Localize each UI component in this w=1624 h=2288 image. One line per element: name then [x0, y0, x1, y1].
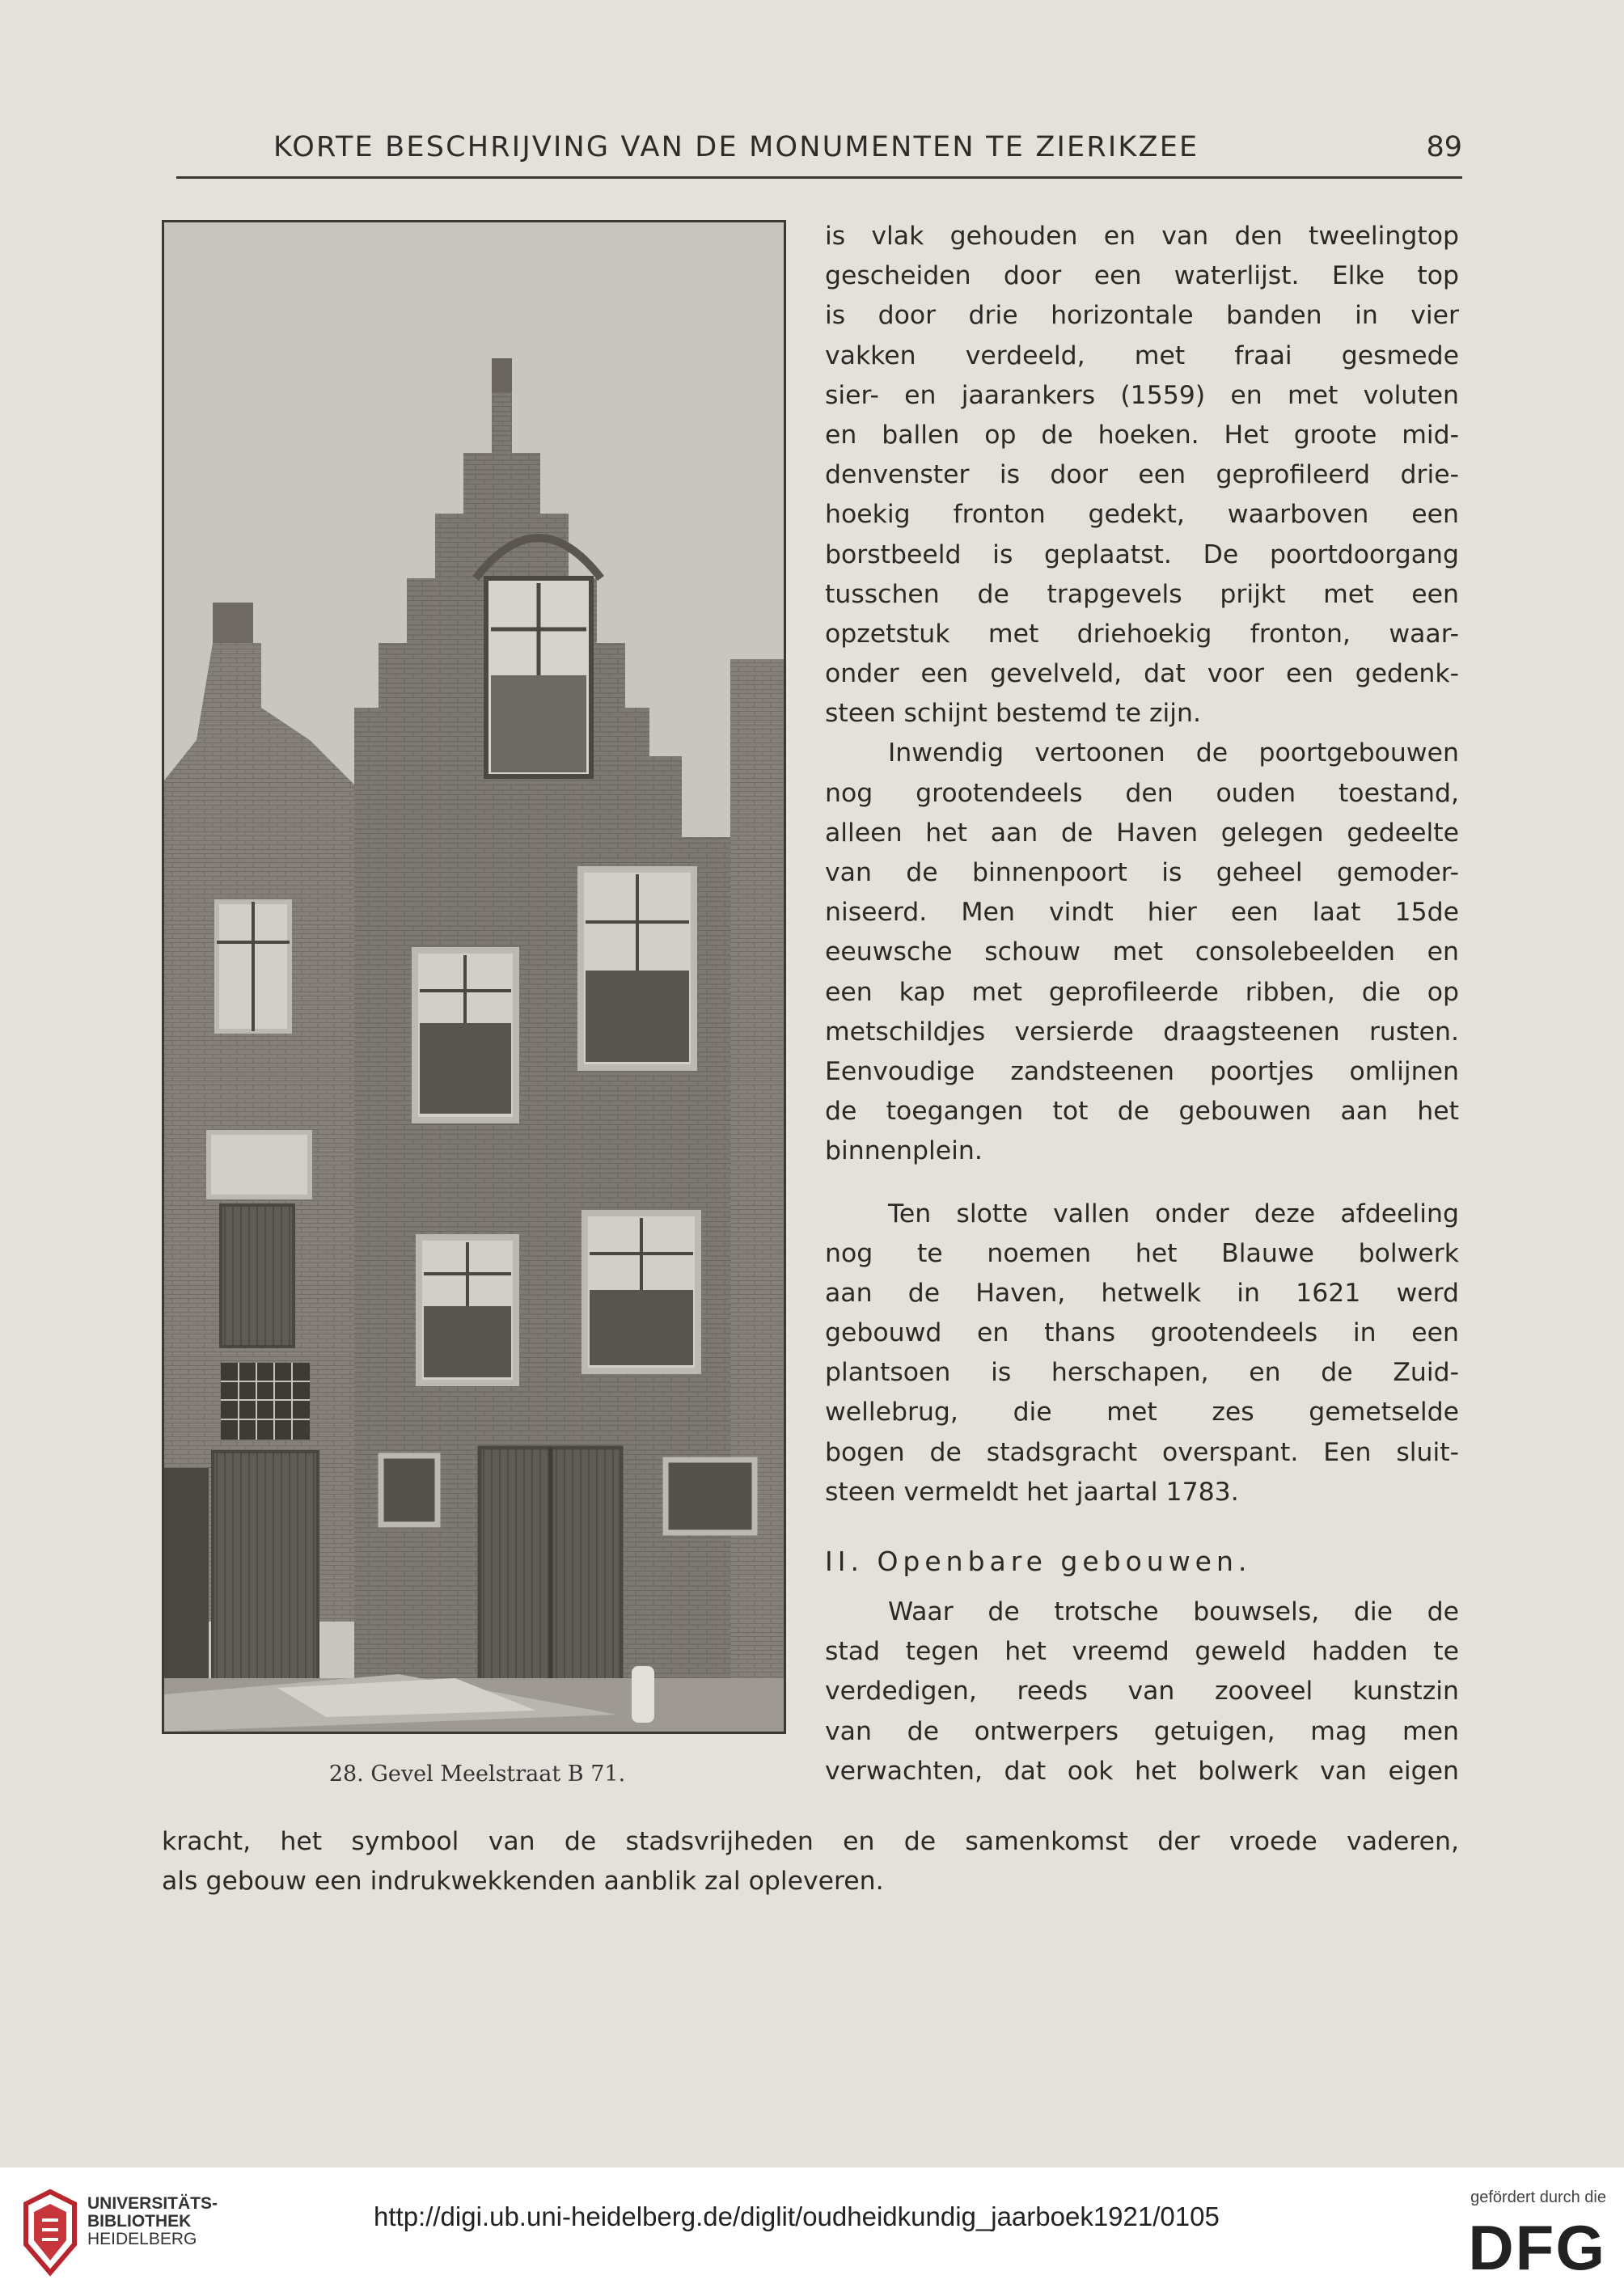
running-head	[176, 128, 1462, 179]
library-name-line: HEIDELBERG	[87, 2230, 197, 2248]
dfg-logo: DFG	[1468, 2212, 1606, 2283]
text-line: alleen het aan de Haven gelegen gedeelte	[825, 818, 1459, 848]
text-line: van de binnenpoort is geheel gemoder-	[825, 858, 1459, 887]
permalink-url[interactable]: http://digi.ub.uni-heidelberg.de/diglit/oudheidkundig_jaarboek1921/0105	[374, 2201, 1220, 2231]
figure-photo-gevel	[162, 220, 786, 1734]
photo-facade-illustration	[164, 222, 784, 1732]
text-line: binnenplein.	[825, 1136, 983, 1166]
library-name	[87, 2195, 218, 2248]
text-line: wellebrug, die met zes gemetselde	[825, 1398, 1459, 1427]
text-line: kracht, het symbool van de stadsvrijheden en de samenkomst der vroede vaderen,	[162, 1827, 1459, 1856]
text-line: is door drie horizontale banden in vier	[825, 301, 1459, 331]
text-line: tusschen de trapgevels prijkt met een	[825, 579, 1459, 609]
text-line: gescheiden door een waterlijst. Elke top	[825, 261, 1459, 291]
page-number: 89	[1426, 131, 1462, 163]
text-line: sier- en jaarankers (1559) en met voluten	[825, 380, 1459, 410]
text-line: de toegangen tot de gebouwen aan het	[825, 1097, 1459, 1127]
text-column	[825, 217, 1459, 1791]
text-line: een kap met geprofileerde ribben, die op	[825, 977, 1459, 1007]
text-line: eeuwsche schouw met consolebeelden en	[825, 937, 1459, 967]
section-heading: II. Openbare gebouwen.	[825, 1546, 1252, 1577]
text-line: nog grootendeels den ouden toestand,	[825, 778, 1459, 808]
text-line: Inwendig vertoonen de poortgebouwen	[888, 738, 1459, 768]
text-full-width	[162, 1822, 1459, 1901]
text-line: is vlak gehouden en van den tweelingtop	[825, 222, 1459, 251]
text-line: Ten slotte vallen onder deze afdeeling	[888, 1199, 1459, 1229]
text-line: verdedigen, reeds van zooveel kunstzin	[825, 1677, 1459, 1706]
text-line: metschildjes versierde draagsteenen rusten.	[825, 1017, 1459, 1047]
text-line: gebouwd en thans grootendeels in een	[825, 1318, 1459, 1348]
text-line: vakken verdeeld, met fraai gesmede	[825, 340, 1459, 370]
text-line: borstbeeld is geplaatst. De poortdoorgang	[825, 539, 1459, 569]
text-line: Eenvoudige zandsteenen poortjes omlijnen	[825, 1056, 1459, 1086]
text-line: stad tegen het vreemd geweld hadden te	[825, 1637, 1459, 1667]
library-name-line: UNIVERSITÄTS-	[87, 2194, 218, 2213]
text-line: en ballen op de hoeken. Het groote mid-	[825, 420, 1459, 450]
text-line: aan de Haven, hetwelk in 1621 werd	[825, 1278, 1459, 1308]
text-line: hoekig fronton gedekt, waarboven een	[825, 500, 1459, 530]
text-line: bogen de stadsgracht overspant. Een sluit-	[825, 1437, 1459, 1467]
text-line: van de ontwerpers getuigen, mag men	[825, 1716, 1459, 1746]
text-line: als gebouw een indrukwekkenden aanblik zal opleveren.	[162, 1867, 884, 1897]
figure-caption: 28. Gevel Meelstraat B 71.	[328, 1761, 626, 1787]
funded-by-label: gefördert durch die	[1470, 2189, 1606, 2206]
text-line: denvenster is door een geprofileerd drie-	[825, 460, 1459, 490]
text-line: nog te noemen het Blauwe bolwerk	[825, 1238, 1459, 1268]
text-line: onder een gevelveld, dat voor een gedenk-	[825, 659, 1459, 689]
text-line: niseerd. Men vindt hier een laat 15de	[825, 898, 1459, 928]
text-line: plantsoen is herschapen, en de Zuid-	[825, 1358, 1459, 1388]
text-line: verwachten, dat ook het bolwerk van eigen	[825, 1756, 1459, 1786]
library-name-line: BIBLIOTHEK	[87, 2212, 192, 2231]
university-library-logo-icon	[18, 2188, 82, 2277]
text-line: steen schijnt bestemd te zijn.	[825, 699, 1201, 729]
text-line: steen vermeldt het jaartal 1783.	[825, 1477, 1239, 1507]
text-line: opzetstuk met driehoekig fronton, waar-	[825, 619, 1459, 649]
running-title: KORTE BESCHRIJVING VAN DE MONUMENTEN TE ZIERIKZEE	[273, 131, 1199, 163]
text-line: Waar de trotsche bouwsels, die de	[888, 1597, 1459, 1626]
